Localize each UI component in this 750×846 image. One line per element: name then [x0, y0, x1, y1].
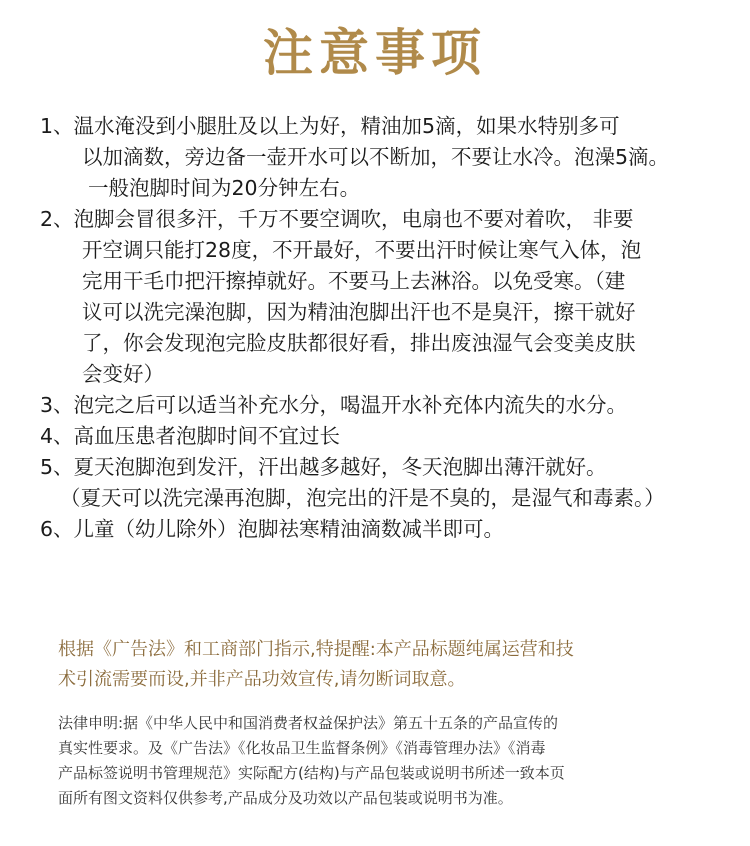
notice-line-1: 根据《广告法》和工商部门指示,特提醒:本产品标题纯属运营和技 — [58, 639, 574, 660]
note-2-line-5: 了，你会发现泡完脸皮肤都很好看，排出废浊湿气会变美皮肤 — [82, 331, 636, 355]
legal-line-2: 真实性要求。及《广告法》《化妆品卫生监督条例》《消毒管理办法》《消毒 — [58, 739, 546, 757]
legal-statement — [58, 711, 728, 811]
legal-line-1: 法律申明:据《中华人民中和国消费者权益保护法》第五十五条的产品宣传的 — [58, 714, 559, 732]
note-2-line-4: 议可以洗完澡泡脚，因为精油泡脚出汗也不是臭汗，擦干就好 — [82, 300, 636, 324]
note-3: 3、泡完之后可以适当补充水分，喝温开水补充体内流失的水分。 — [40, 393, 628, 417]
note-5-line-1: 5、夏天泡脚泡到发汗，汗出越多越好，冬天泡脚出薄汗就好。 — [40, 455, 607, 479]
page-title: 注意事项 — [263, 23, 487, 82]
note-4: 4、高血压患者泡脚时间不宜过长 — [40, 424, 341, 448]
note-6: 6、儿童（幼儿除外）泡脚祛寒精油滴数减半即可。 — [40, 517, 505, 541]
note-2-line-3: 完用干毛巾把汗擦掉就好。不要马上去淋浴。以免受寒。（建 — [82, 269, 626, 293]
note-1-line-2: 以加滴数，旁边备一壶开水可以不断加，不要让水冷。泡澡5滴。 — [82, 145, 670, 169]
note-1-line-1: 1、温水淹没到小腿肚及以上为好，精油加5滴，如果水特别多可 — [40, 114, 620, 138]
notes-list — [40, 111, 730, 545]
legal-line-4: 面所有图文资料仅供参考,产品成分及功效以产品包装或说明书为准。 — [58, 789, 513, 807]
note-5-line-2: （夏天可以洗完澡再泡脚，泡完出的汗是不臭的，是湿气和毒素。） — [60, 486, 665, 510]
note-2-line-1: 2、泡脚会冒很多汗，千万不要空调吹，电扇也不要对着吹， 非要 — [40, 207, 634, 231]
notice-line-2: 术引流需要而设,并非产品功效宣传,请勿断词取意。 — [58, 669, 466, 690]
note-2-line-2: 开空调只能打28度，不开最好，不要出汗时候让寒气入体，泡 — [82, 238, 642, 262]
note-2-line-6: 会变好） — [82, 362, 164, 386]
ad-law-notice — [58, 635, 718, 695]
legal-line-3: 产品标签说明书管理规范》实际配方(结构)与产品包装或说明书所述一致本页 — [58, 764, 565, 782]
note-1-line-3: 一般泡脚时间为20分钟左右。 — [88, 176, 361, 200]
